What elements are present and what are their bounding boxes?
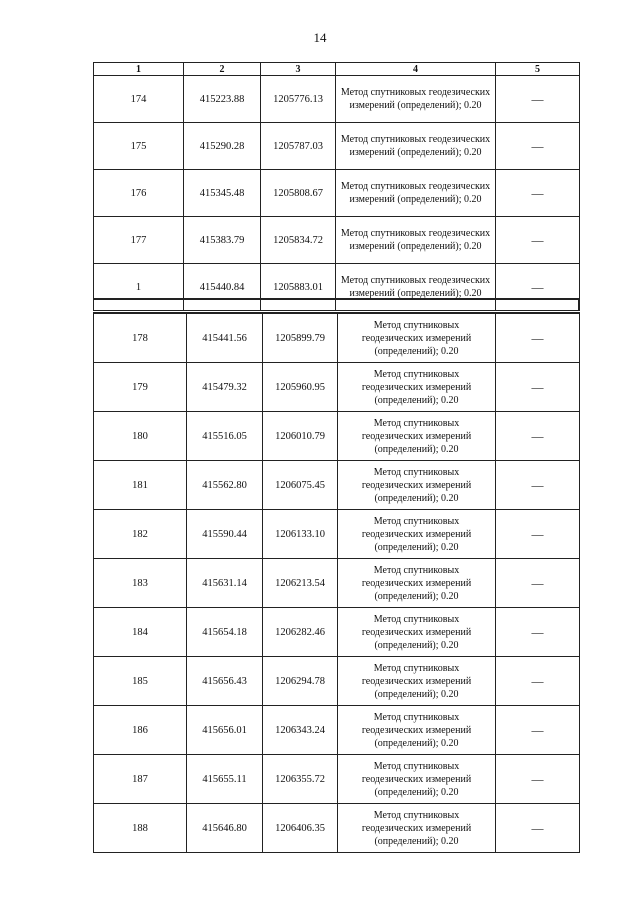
point-number-cell: 181 xyxy=(94,461,187,510)
point-number-cell: 178 xyxy=(94,313,187,363)
table-separator xyxy=(93,298,579,311)
method-cell: Метод спутниковых геодезических измерений (определений); 0.20 xyxy=(338,559,496,608)
note-cell: — xyxy=(496,76,580,123)
y-coordinate-cell: 1205883.01 xyxy=(261,264,336,311)
y-coordinate-cell: 1205787.03 xyxy=(261,123,336,170)
y-coordinate-cell: 1205899.79 xyxy=(263,313,338,363)
x-coordinate-cell: 415440.84 xyxy=(184,264,261,311)
y-coordinate-cell: 1206282.46 xyxy=(263,608,338,657)
x-coordinate-cell: 415656.43 xyxy=(187,657,263,706)
table-row xyxy=(94,313,580,363)
method-cell: Метод спутниковых геодезических измерений (определений); 0.20 xyxy=(336,217,496,264)
method-cell: Метод спутниковых геодезических измерений (определений); 0.20 xyxy=(338,412,496,461)
table-top-body xyxy=(94,76,580,311)
x-coordinate-cell: 415654.18 xyxy=(187,608,263,657)
point-number-cell: 187 xyxy=(94,755,187,804)
y-coordinate-cell: 1206294.78 xyxy=(263,657,338,706)
x-coordinate-cell: 415655.11 xyxy=(187,755,263,804)
method-cell: Метод спутниковых геодезических измерений (определений); 0.20 xyxy=(338,755,496,804)
table-row xyxy=(94,412,580,461)
table-header-row xyxy=(94,63,580,76)
note-cell: — xyxy=(496,217,580,264)
table-bottom-body xyxy=(94,313,580,853)
point-number-cell: 1 xyxy=(94,264,184,311)
point-number-cell: 184 xyxy=(94,608,187,657)
note-cell: — xyxy=(496,363,580,412)
x-coordinate-cell: 415479.32 xyxy=(187,363,263,412)
y-coordinate-cell: 1206343.24 xyxy=(263,706,338,755)
method-cell: Метод спутниковых геодезических измерений (определений); 0.20 xyxy=(338,804,496,853)
note-cell: — xyxy=(496,755,580,804)
table-row xyxy=(94,706,580,755)
y-coordinate-cell: 1206133.10 xyxy=(263,510,338,559)
y-coordinate-cell: 1206355.72 xyxy=(263,755,338,804)
x-coordinate-cell: 415656.01 xyxy=(187,706,263,755)
table-row xyxy=(94,657,580,706)
y-coordinate-cell: 1206010.79 xyxy=(263,412,338,461)
header-col-3: 3 xyxy=(261,63,336,76)
table-row xyxy=(94,363,580,412)
method-cell: Метод спутниковых геодезических измерений (определений); 0.20 xyxy=(338,461,496,510)
x-coordinate-cell: 415562.80 xyxy=(187,461,263,510)
method-cell: Метод спутниковых геодезических измерений (определений); 0.20 xyxy=(338,363,496,412)
point-number-cell: 176 xyxy=(94,170,184,217)
table-row xyxy=(94,804,580,853)
method-cell: Метод спутниковых геодезических измерений (определений); 0.20 xyxy=(338,313,496,363)
x-coordinate-cell: 415516.05 xyxy=(187,412,263,461)
x-coordinate-cell: 415290.28 xyxy=(184,123,261,170)
note-cell: — xyxy=(496,510,580,559)
coordinates-table-top xyxy=(93,62,580,311)
note-cell: — xyxy=(496,461,580,510)
note-cell: — xyxy=(496,412,580,461)
point-number-cell: 185 xyxy=(94,657,187,706)
note-cell: — xyxy=(496,657,580,706)
note-cell: — xyxy=(496,559,580,608)
table-row xyxy=(94,217,580,264)
method-cell: Метод спутниковых геодезических измерений (определений); 0.20 xyxy=(336,264,496,311)
note-cell: — xyxy=(496,313,580,363)
header-col-5: 5 xyxy=(496,63,580,76)
method-cell: Метод спутниковых геодезических измерений (определений); 0.20 xyxy=(336,76,496,123)
table-row xyxy=(94,170,580,217)
point-number-cell: 183 xyxy=(94,559,187,608)
x-coordinate-cell: 415383.79 xyxy=(184,217,261,264)
page-number: 14 xyxy=(313,30,327,45)
x-coordinate-cell: 415646.80 xyxy=(187,804,263,853)
x-coordinate-cell: 415590.44 xyxy=(187,510,263,559)
y-coordinate-cell: 1205834.72 xyxy=(261,217,336,264)
note-cell: — xyxy=(496,804,580,853)
method-cell: Метод спутниковых геодезических измерений (определений); 0.20 xyxy=(338,706,496,755)
x-coordinate-cell: 415223.88 xyxy=(184,76,261,123)
y-coordinate-cell: 1205960.95 xyxy=(263,363,338,412)
point-number-cell: 188 xyxy=(94,804,187,853)
header-col-1: 1 xyxy=(94,63,184,76)
point-number-cell: 175 xyxy=(94,123,184,170)
header-col-2: 2 xyxy=(184,63,261,76)
coordinates-table-bottom xyxy=(93,312,580,853)
method-cell: Метод спутниковых геодезических измерений (определений); 0.20 xyxy=(338,657,496,706)
table-row xyxy=(94,123,580,170)
note-cell: — xyxy=(496,608,580,657)
method-cell: Метод спутниковых геодезических измерений (определений); 0.20 xyxy=(336,170,496,217)
y-coordinate-cell: 1205776.13 xyxy=(261,76,336,123)
note-cell: — xyxy=(496,170,580,217)
point-number-cell: 177 xyxy=(94,217,184,264)
point-number-cell: 174 xyxy=(94,76,184,123)
table-row xyxy=(94,461,580,510)
y-coordinate-cell: 1206406.35 xyxy=(263,804,338,853)
table-row xyxy=(94,608,580,657)
point-number-cell: 182 xyxy=(94,510,187,559)
y-coordinate-cell: 1205808.67 xyxy=(261,170,336,217)
point-number-cell: 180 xyxy=(94,412,187,461)
method-cell: Метод спутниковых геодезических измерений (определений); 0.20 xyxy=(338,608,496,657)
point-number-cell: 179 xyxy=(94,363,187,412)
x-coordinate-cell: 415441.56 xyxy=(187,313,263,363)
y-coordinate-cell: 1206075.45 xyxy=(263,461,338,510)
x-coordinate-cell: 415345.48 xyxy=(184,170,261,217)
table-row xyxy=(94,76,580,123)
method-cell: Метод спутниковых геодезических измерений (определений); 0.20 xyxy=(336,123,496,170)
note-cell: — xyxy=(496,123,580,170)
x-coordinate-cell: 415631.14 xyxy=(187,559,263,608)
table-row xyxy=(94,510,580,559)
y-coordinate-cell: 1206213.54 xyxy=(263,559,338,608)
note-cell: — xyxy=(496,706,580,755)
table-row xyxy=(94,559,580,608)
method-cell: Метод спутниковых геодезических измерений (определений); 0.20 xyxy=(338,510,496,559)
note-cell: — xyxy=(496,264,580,311)
header-col-4: 4 xyxy=(336,63,496,76)
point-number-cell: 186 xyxy=(94,706,187,755)
table-row xyxy=(94,755,580,804)
